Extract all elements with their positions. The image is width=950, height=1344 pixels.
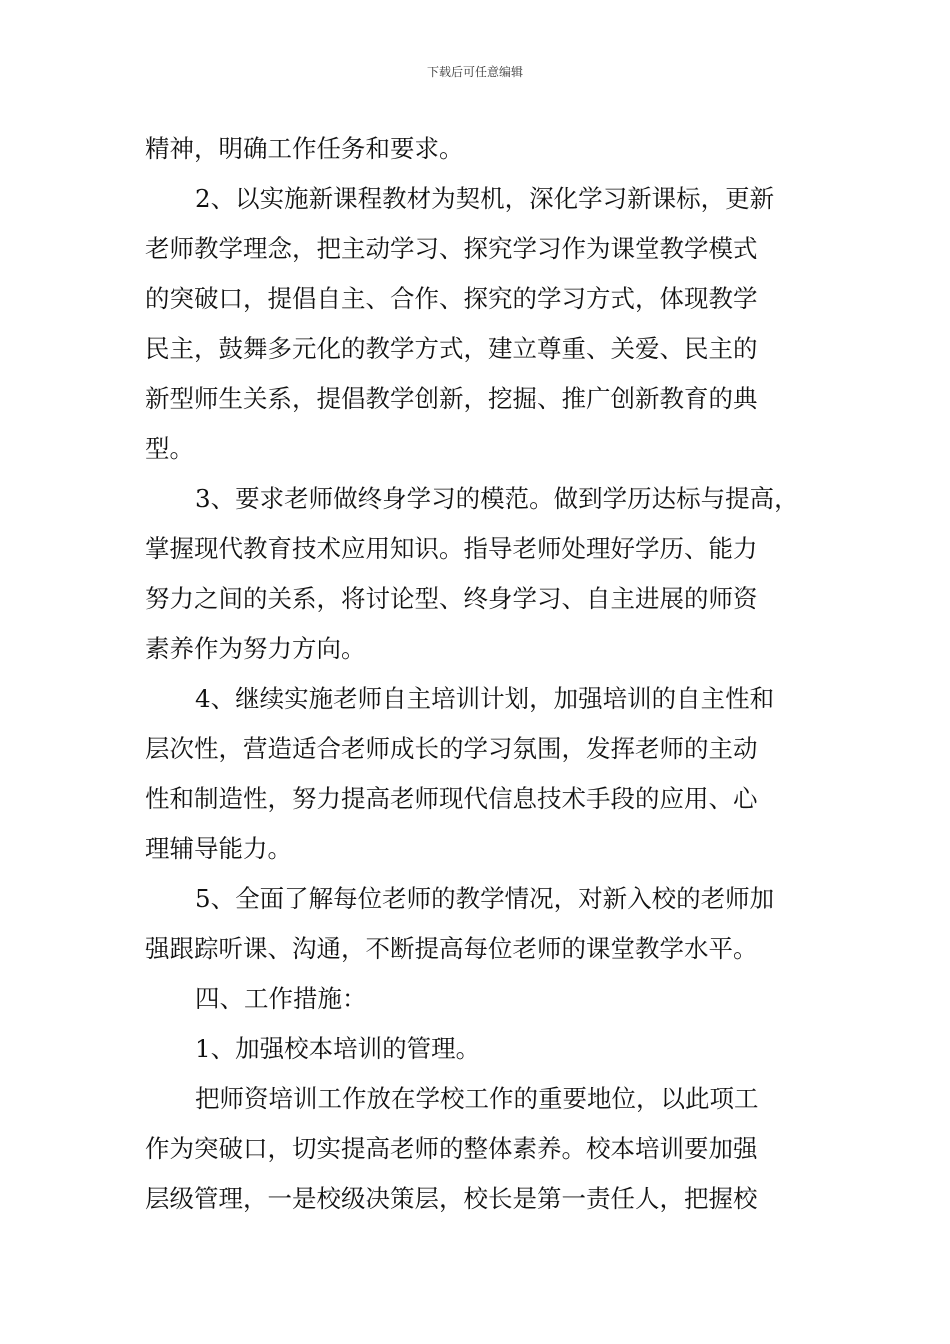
text-line: 1、加强校本培训的管理。 — [195, 1034, 481, 1063]
text-line: 的突破口，提倡自主、合作、探究的学习方式，体现教学 — [145, 284, 758, 313]
text-line: 努力之间的关系，将讨论型、终身学习、自主进展的师资 — [145, 584, 758, 613]
text-line: 强跟踪听课、沟通，不断提高每位老师的课堂教学水平。 — [145, 934, 758, 963]
text-line: 性和制造性，努力提高老师现代信息技术手段的应用、心 — [145, 784, 758, 813]
text-line: 5、全面了解每位老师的教学情况，对新入校的老师加 — [195, 884, 775, 913]
text-line: 2、以实施新课程教材为契机，深化学习新课标，更新 — [195, 184, 775, 213]
text-line: 理辅导能力。 — [145, 834, 292, 863]
text-line: 3、要求老师做终身学习的模范。做到学历达标与提高， — [195, 484, 799, 513]
text-line: 4、继续实施老师自主培训计划，加强培训的自主性和 — [195, 684, 775, 713]
text-line: 作为突破口，切实提高老师的整体素养。校本培训要加强 — [145, 1134, 758, 1163]
text-line: 掌握现代教育技术应用知识。指导老师处理好学历、能力 — [145, 534, 758, 563]
body-text — [145, 124, 820, 1224]
text-line: 老师教学理念，把主动学习、探究学习作为课堂教学模式 — [145, 234, 758, 263]
page-header: 下载后可任意编辑 — [426, 65, 523, 79]
text-line: 素养作为努力方向。 — [145, 634, 366, 663]
text-line: 新型师生关系，提倡教学创新，挖掘、推广创新教育的典 — [145, 384, 758, 413]
text-line: 精神，明确工作任务和要求。 — [145, 134, 464, 163]
text-line: 把师资培训工作放在学校工作的重要地位，以此项工 — [195, 1084, 759, 1113]
text-line: 层级管理，一是校级决策层，校长是第一责任人，把握校 — [145, 1184, 758, 1213]
text-line: 民主，鼓舞多元化的教学方式，建立尊重、关爱、民主的 — [145, 334, 758, 363]
section-heading: 四、工作措施： — [195, 984, 367, 1013]
text-line: 型。 — [145, 434, 194, 463]
text-line: 层次性，营造适合老师成长的学习氛围，发挥老师的主动 — [145, 734, 758, 763]
